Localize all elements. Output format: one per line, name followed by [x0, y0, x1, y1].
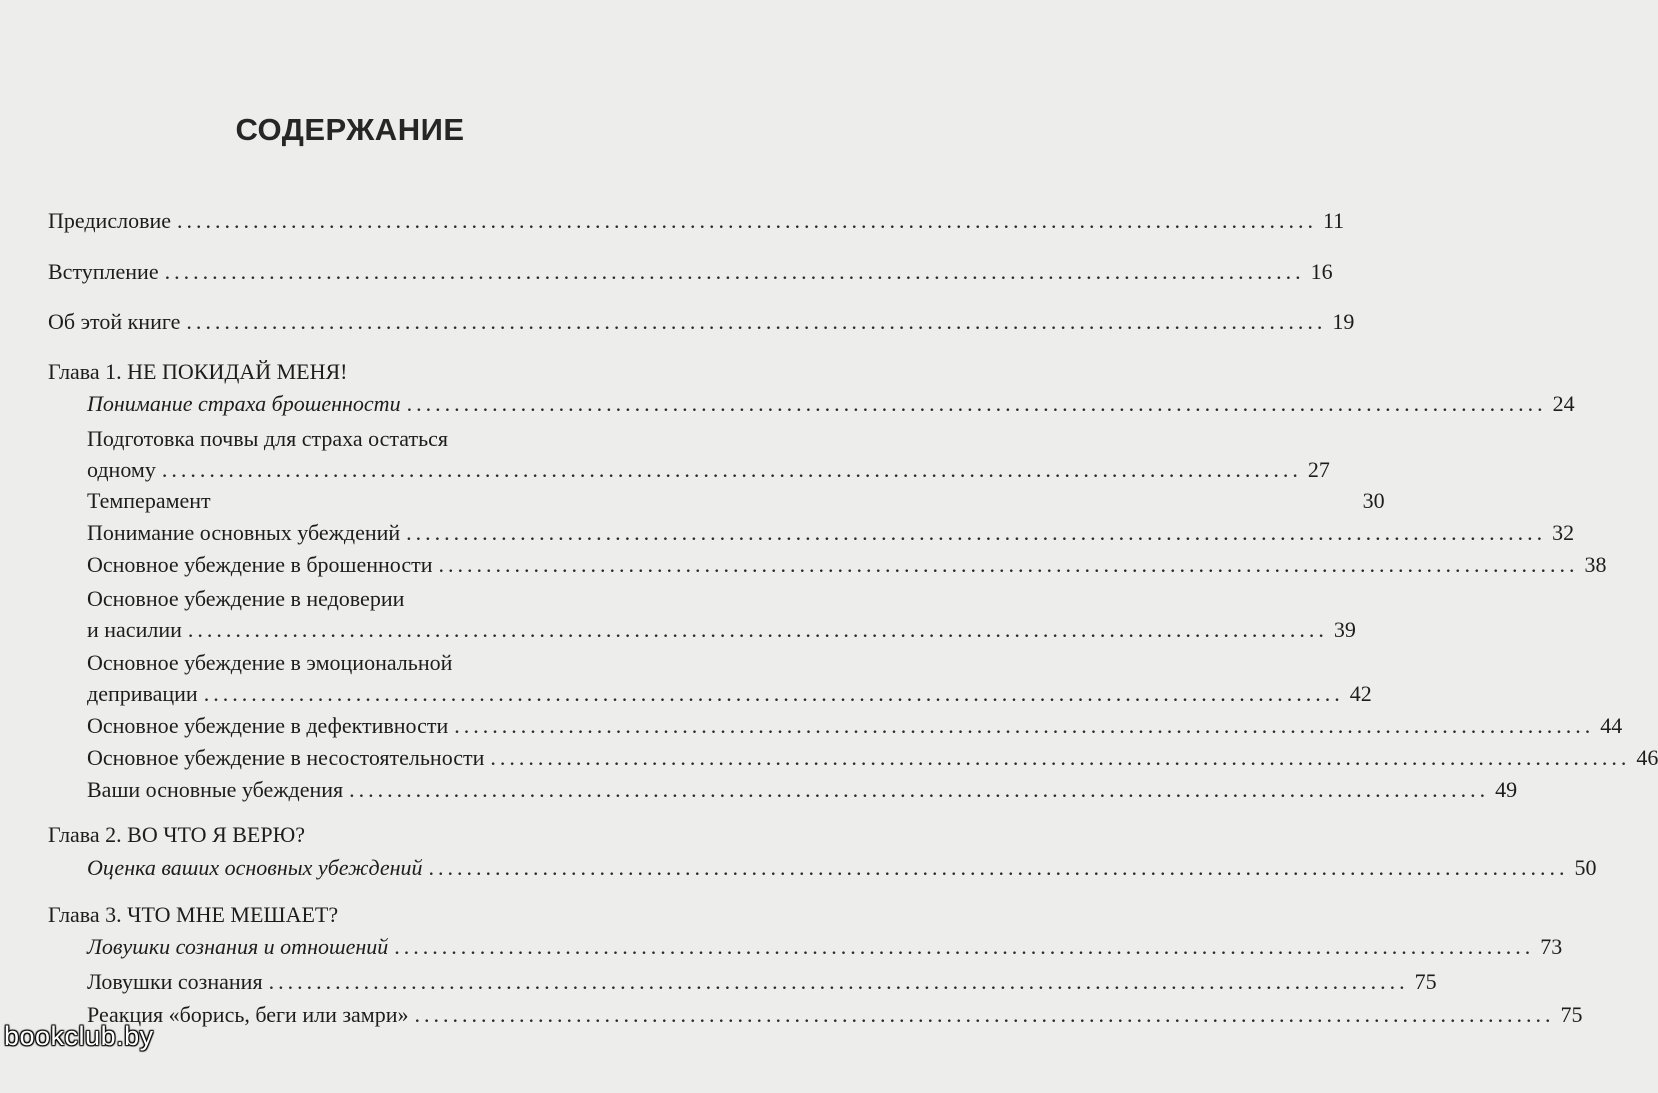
watermark: bookclub.by	[4, 1021, 154, 1051]
toc-page: 44	[1600, 713, 1623, 738]
dot-leader: ........................................................................................................................	[349, 777, 1490, 802]
dot-leader: ........................................................................................................................	[164, 259, 1305, 284]
toc-page: 46	[1636, 745, 1658, 770]
chapter-heading: Глава 1. НЕ ПОКИДАЙ МЕНЯ!	[48, 359, 348, 384]
toc-label: Понимание страха брошенности	[87, 391, 401, 416]
toc-label: Основное убеждение в несостоятельности	[87, 745, 485, 770]
toc-label: и насилии	[87, 617, 182, 642]
toc-label: Реакция «борись, беги или замри»	[87, 1002, 409, 1027]
toc-page: 75	[1560, 1002, 1583, 1027]
dot-leader: ........................................................................................................................	[438, 552, 1579, 577]
toc-label: Оценка ваших основных убеждений	[87, 855, 423, 880]
toc-page: 73	[1540, 934, 1563, 959]
toc-label: Ловушки сознания и отношений	[87, 934, 389, 959]
dot-leader: ........................................................................................................................	[406, 520, 1547, 545]
toc-entry	[87, 486, 1385, 516]
toc-label: депривации	[87, 681, 198, 706]
toc-label: Ваши основные убеждения	[87, 777, 344, 802]
toc-entry	[87, 775, 1518, 805]
dot-leader: ........................................................................................................................	[406, 391, 1547, 416]
toc-page: 38	[1584, 552, 1607, 577]
dot-leader: ........................................................................................................................	[203, 681, 1344, 706]
toc-label: Об этой книге	[48, 309, 181, 334]
toc-label-continued: Основное убеждение в недоверии	[87, 586, 405, 611]
toc-label-continued: Подготовка почвы для страха остаться	[87, 426, 449, 451]
chapter-heading: Глава 3. ЧТО МНЕ МЕШАЕТ?	[48, 902, 339, 927]
toc-page: 39	[1333, 617, 1356, 642]
dot-leader: ........................................................................................................................	[394, 934, 1535, 959]
dot-leader: ........................................................................................................................	[454, 713, 1595, 738]
page-title: СОДЕРЖАНИЕ	[235, 112, 465, 147]
toc-entry	[87, 711, 1623, 741]
toc-entry	[87, 389, 1575, 419]
toc-entry	[87, 455, 1330, 485]
toc-entry	[87, 615, 1356, 645]
toc-label: Основное убеждение в брошенности	[87, 552, 433, 577]
toc-label-continued: Основное убеждение в эмоциональной	[87, 650, 453, 675]
dot-leader: ........................................................................................................................	[187, 617, 1328, 642]
toc-entry	[87, 1000, 1583, 1030]
toc-entry-preface	[48, 206, 1345, 236]
toc-label: Основное убеждение в дефективности	[87, 713, 449, 738]
toc-page: 11	[1323, 208, 1345, 233]
toc-entry	[87, 518, 1575, 548]
toc-entry	[87, 853, 1597, 883]
toc-entry	[87, 932, 1563, 962]
toc-page: 27	[1307, 457, 1330, 482]
dot-leader: ........................................................................................................................	[177, 208, 1317, 233]
dot-leader: ........................................................................................................................	[490, 745, 1631, 770]
toc-label: Вступление	[48, 259, 159, 284]
toc-label: Предисловие	[48, 208, 171, 233]
toc-page: 16	[1310, 259, 1333, 284]
toc-page: 42	[1349, 681, 1372, 706]
toc-page: 19	[1332, 309, 1355, 334]
dot-leader: ........................................................................................................................	[161, 457, 1302, 482]
chapter-heading: Глава 2. ВО ЧТО Я ВЕРЮ?	[48, 822, 305, 847]
toc-page: 24	[1552, 391, 1575, 416]
toc-entry-about	[48, 307, 1355, 337]
toc-page: 30	[1362, 488, 1385, 513]
dot-leader: ........................................................................................................................	[186, 309, 1327, 334]
toc-page: 49	[1495, 777, 1518, 802]
toc-entry	[87, 550, 1607, 580]
toc-entry	[87, 743, 1658, 773]
dot-leader: ........................................................................................................................	[414, 1002, 1555, 1027]
dot-leader: ........................................................................................................................	[268, 969, 1409, 994]
toc-page: 32	[1552, 520, 1575, 545]
toc-entry-intro	[48, 257, 1333, 287]
toc-page: 75	[1414, 969, 1437, 994]
toc-entry	[87, 679, 1372, 709]
toc-label: Темперамент	[87, 488, 211, 513]
toc-entry	[87, 967, 1437, 997]
toc-label: Ловушки сознания	[87, 969, 263, 994]
toc-page: 50	[1574, 855, 1597, 880]
toc-label: одному	[87, 457, 156, 482]
toc-label: Понимание основных убеждений	[87, 520, 401, 545]
dot-leader: ........................................................................................................................	[428, 855, 1569, 880]
